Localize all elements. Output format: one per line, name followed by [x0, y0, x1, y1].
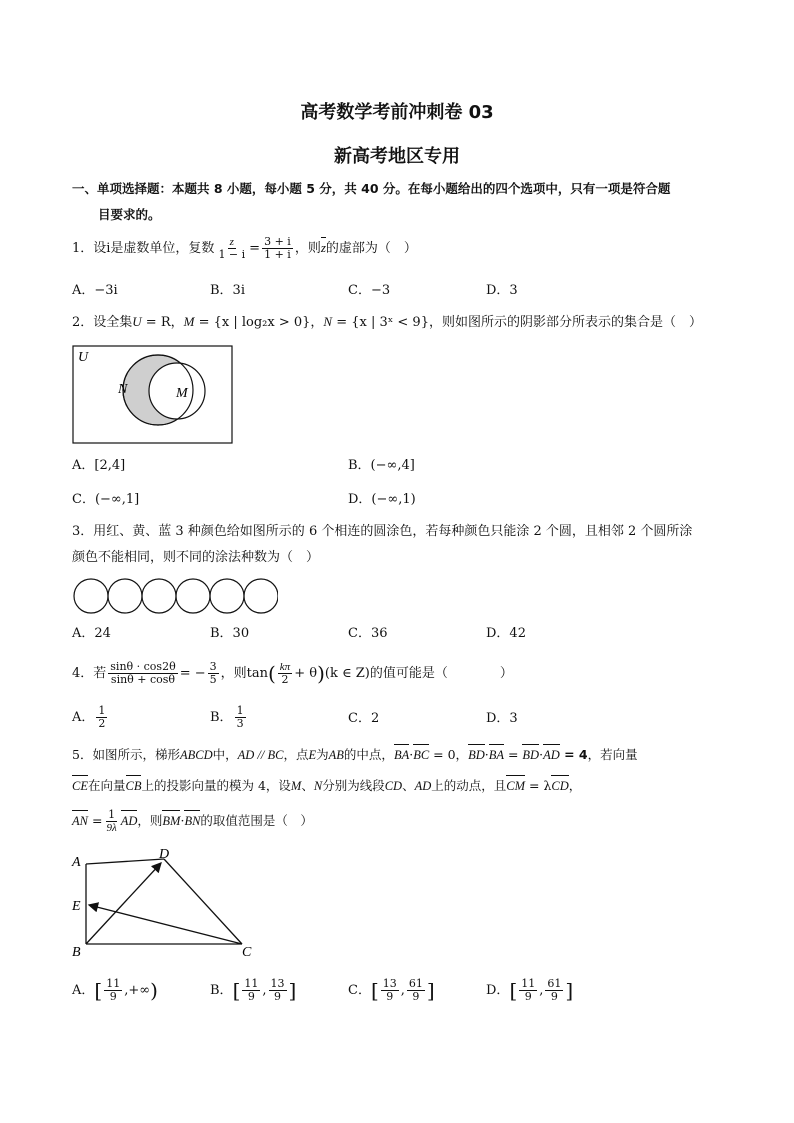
venn-label-m: M — [176, 386, 188, 401]
question-3-line1: 3．用红、黄、蓝 3 种颜色给如图所示的 6 个相连的圆涂色，若每种颜色只能涂 2 个圆，且相邻 2 个圆所涂 — [72, 524, 693, 539]
q1-fraction-right: $\frac{3 + i}{1 + i}$ — [264, 235, 291, 261]
circle-2 — [108, 579, 142, 613]
venn-label-n: N — [118, 382, 128, 397]
z-conjugate: z — [320, 240, 326, 255]
section-heading-cont: 目要求的。 — [98, 207, 161, 222]
q2-option-b[interactable]: B．(−∞,4] — [348, 458, 415, 473]
label-b: B — [72, 945, 81, 960]
circle-5 — [210, 579, 244, 613]
side-dc — [164, 859, 242, 944]
venn-diagram — [72, 345, 234, 445]
q3-option-d[interactable]: D．42 — [486, 626, 526, 641]
q1-text: 1．设i是虚数单位，复数 — [72, 241, 215, 256]
page-title: 高考数学考前冲刺卷 03 — [300, 102, 494, 123]
page-subtitle: 新高考地区专用 — [334, 146, 460, 167]
q1-fraction-left: $\frac{z}{1 - i}$ — [218, 236, 246, 261]
q5-option-a[interactable]: A．[ $\frac{11}{9}$ ,+∞) — [72, 977, 158, 1003]
circle-3 — [142, 579, 176, 613]
q5-option-c[interactable]: C．[ $\frac{13}{9}$ , $\frac{61}{9}$ ] — [348, 977, 435, 1003]
label-d: D — [159, 848, 170, 862]
q2-option-a[interactable]: A．[2,4] — [72, 458, 126, 473]
q4-rhs-fraction: $\frac{3}{5}$ — [209, 660, 217, 686]
label-e: E — [72, 899, 81, 914]
question-5-line1: 5．如图所示，梯形ABCD中，AD // BC，点E为AB的中点，BA·BC = 0，BD·BA = BD·AD = 4，若向量 — [72, 747, 638, 762]
vector-ce — [89, 905, 242, 944]
section-heading: 一、单项选择题：本题共 8 小题，每小题 5 分，共 40 分。在每小题给出的四个选项中，只有一项是符合题 — [72, 181, 671, 196]
q4-tan-fraction: $\frac{k\pi}{2}$ — [279, 661, 291, 686]
label-c: C — [242, 945, 252, 960]
q2-option-c[interactable]: C．(−∞,1] — [72, 492, 140, 507]
q3-option-c[interactable]: C．36 — [348, 626, 388, 641]
question-5-line2: CE在向量CB上的投影向量的模为 4，设M、N分别为线段CD、AD上的动点，且CM = λCD， — [72, 778, 582, 793]
q4-fraction: $\frac{\sin\theta \cdot \cos 2\theta}{\sin\theta + \cos\theta}$ — [110, 660, 176, 686]
venn-label-u: U — [78, 350, 89, 365]
q3-option-b[interactable]: B．30 — [210, 626, 250, 641]
six-circles-figure — [72, 578, 278, 616]
q4-option-d[interactable]: D．3 — [486, 711, 518, 726]
q5-option-b[interactable]: B．[ $\frac{11}{9}$ , $\frac{13}{9}$ ] — [210, 977, 297, 1003]
q1-option-a[interactable]: A．−3i — [72, 283, 118, 298]
question-1: 1．设i是虚数单位，复数 $\frac{z}{1 - i}$ = $\frac{3 + i}{1 + i}$ ，则z的虚部为（ ） — [72, 235, 417, 261]
question-3-line2: 颜色不能相同，则不同的涂法种数为（ ） — [72, 550, 320, 565]
q4-option-a[interactable]: A． $\frac{1}{2}$ — [72, 704, 106, 730]
question-4: 4．若 $\frac{\sin\theta \cdot \cos 2\theta}{\sin\theta + \cos\theta}$ = − $\frac{3}{5}$ ，则tan( $\frac{k\pi}{2}$ + θ)(k ∈ Z)的值可能是（ ） — [72, 660, 513, 686]
circle-1 — [74, 579, 108, 613]
trapezoid-figure — [66, 848, 262, 960]
q2-option-d[interactable]: D．(−∞,1) — [348, 492, 416, 507]
question-2: 2．设全集U = R，M = {x | log₂x > 0}，N = {x | 3ˣ < 9}，则如图所示的阴影部分所表示的集合是（ ） — [72, 314, 702, 330]
q5-option-d[interactable]: D．[ $\frac{11}{9}$ , $\frac{61}{9}$ ] — [486, 977, 574, 1003]
question-5-line3: AN = $\frac{1}{9\lambda}$ AD，则BM·BN的取值范围是（ ） — [72, 808, 313, 834]
circle-4 — [176, 579, 210, 613]
q3-option-a[interactable]: A．24 — [72, 626, 111, 641]
circle-6 — [244, 579, 278, 613]
side-ad — [86, 859, 164, 864]
q1-option-c[interactable]: C．−3 — [348, 283, 391, 298]
q1-option-b[interactable]: B．3i — [210, 283, 245, 298]
q1-option-d[interactable]: D．3 — [486, 283, 518, 298]
q4-option-b[interactable]: B． $\frac{1}{3}$ — [210, 704, 244, 730]
vector-bd — [86, 863, 161, 944]
q4-option-c[interactable]: C．2 — [348, 711, 380, 726]
label-a: A — [72, 855, 81, 870]
